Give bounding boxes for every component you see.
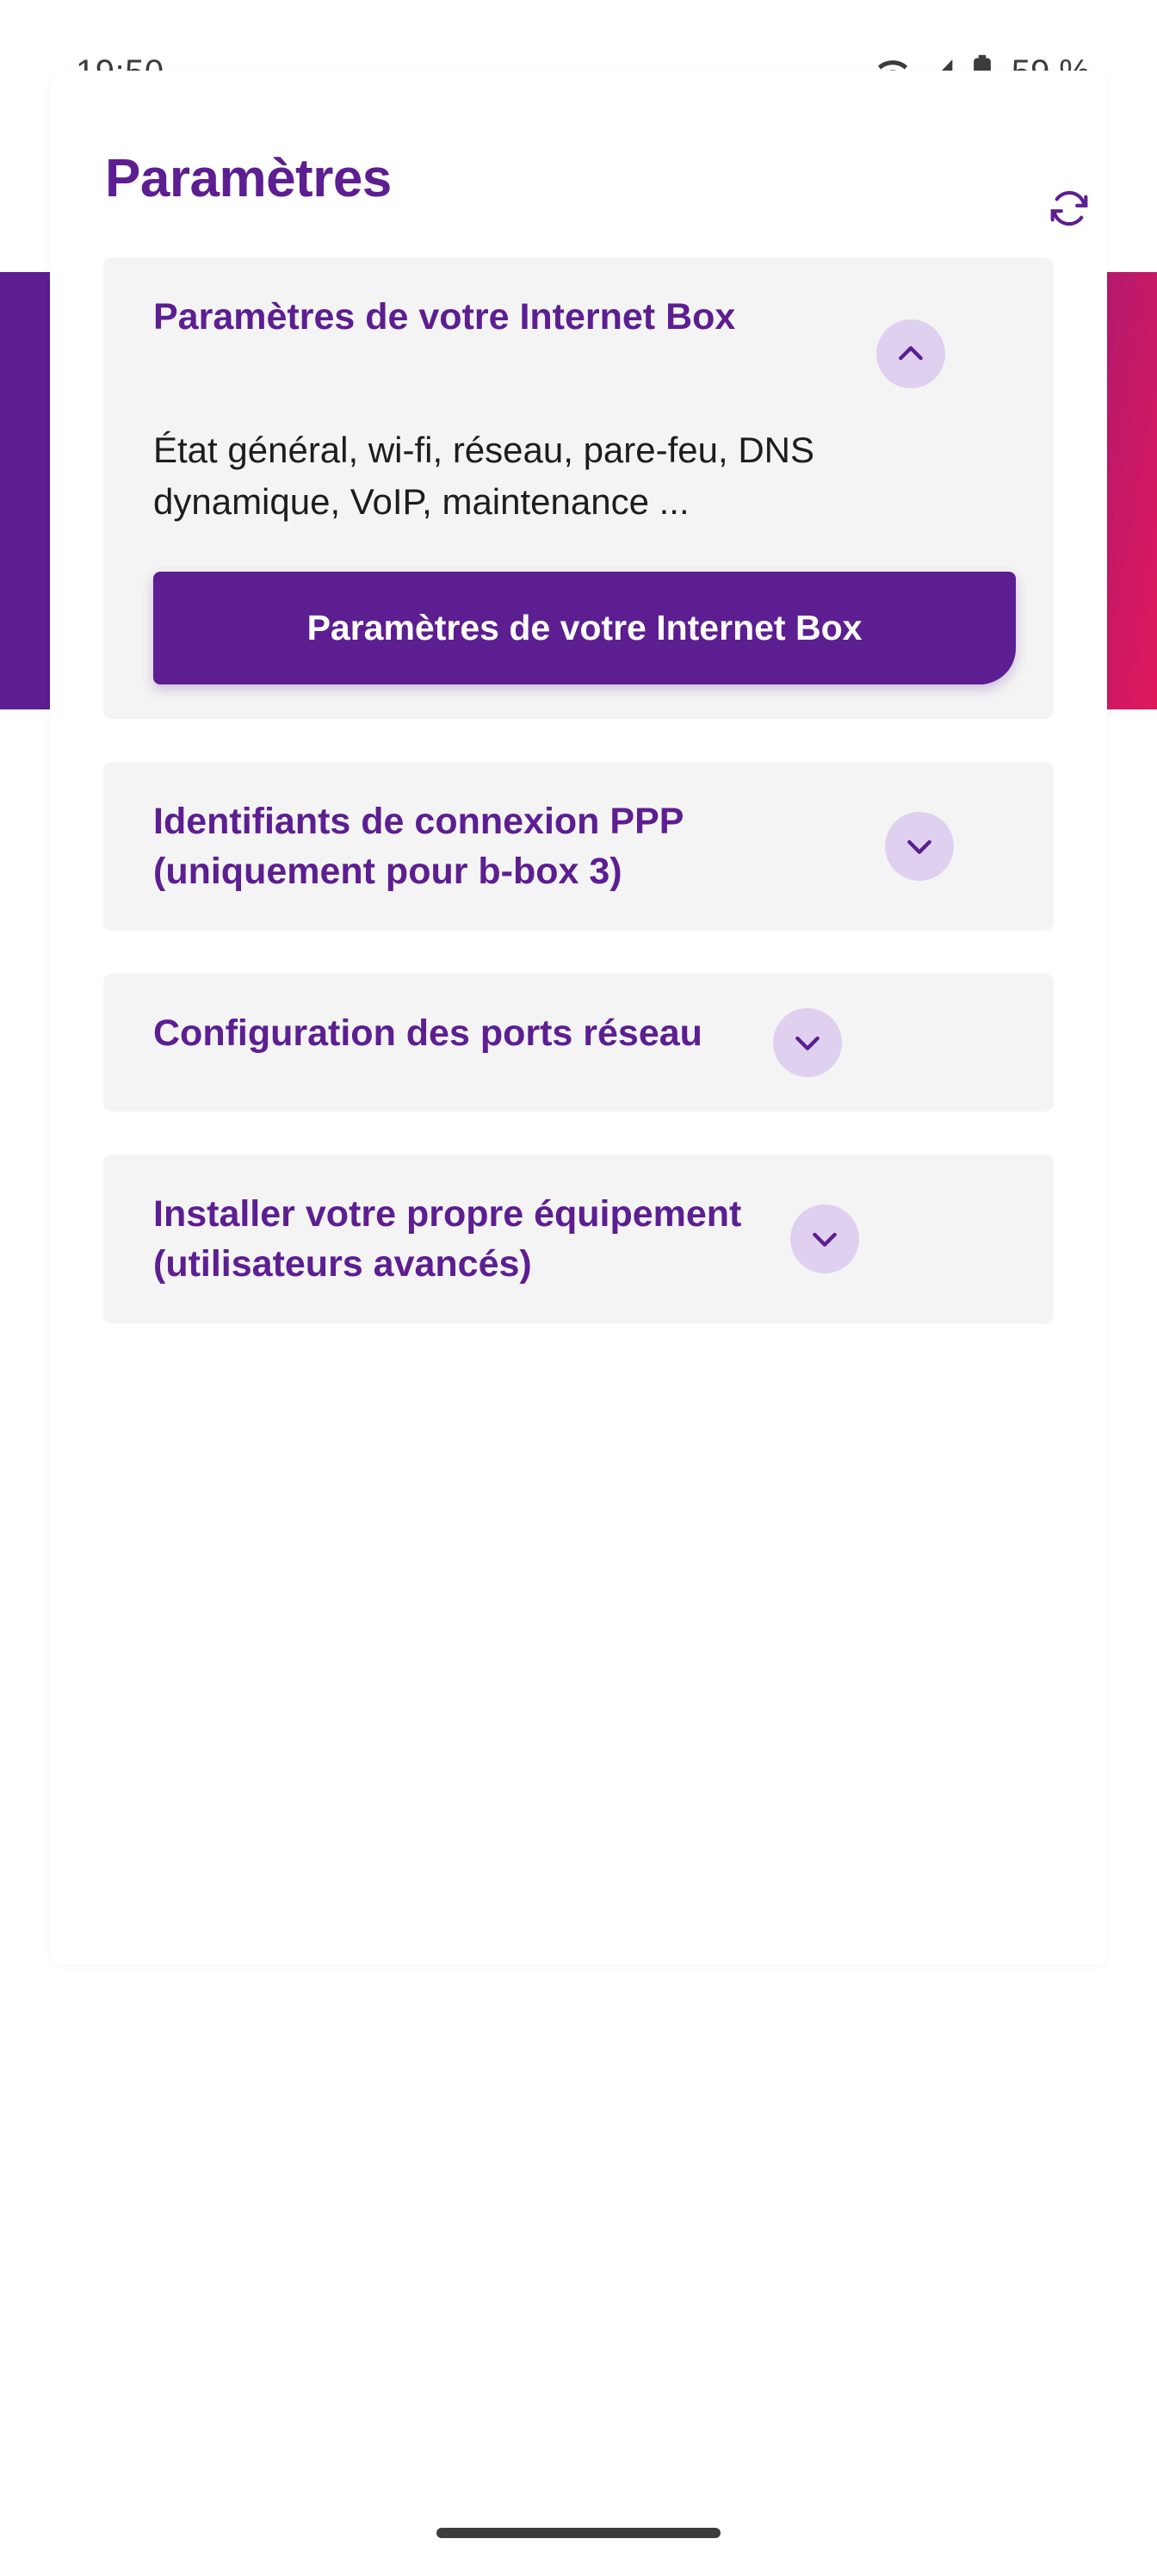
accordion-item-internet-box[interactable] [103, 257, 1054, 719]
accordion-header[interactable] [153, 292, 1016, 388]
chevron-down-icon[interactable] [885, 812, 954, 881]
accordion-item-ppp-credentials[interactable] [103, 762, 1054, 931]
refresh-icon[interactable] [1030, 169, 1109, 248]
internet-box-settings-button[interactable]: Paramètres de votre Internet Box [153, 572, 1016, 684]
accordion-body [153, 424, 1016, 684]
chevron-up-icon[interactable] [876, 319, 945, 388]
accordion-header[interactable] [153, 1189, 1016, 1289]
accordion-description: État général, wi-fi, réseau, pare-feu, DNS dynamique, VoIP, maintenance ... [153, 430, 815, 522]
accordion-header[interactable] [153, 796, 1016, 896]
chevron-down-icon[interactable] [773, 1008, 842, 1077]
accordion-list [50, 257, 1107, 1323]
accordion-title: Configuration des ports réseau [153, 1012, 702, 1055]
accordion-item-own-equipment[interactable] [103, 1155, 1054, 1323]
accordion-item-port-configuration[interactable] [103, 974, 1054, 1112]
accordion-header[interactable] [153, 1008, 1016, 1077]
gesture-bar[interactable] [436, 2528, 721, 2538]
accordion-title: Identifiants de connexion PPP (uniquement pour b-box 3) [153, 801, 684, 893]
settings-card [50, 71, 1107, 1965]
accordion-title: Installer votre propre équipement (utilisateurs avancés) [153, 1193, 742, 1285]
chevron-down-icon[interactable] [790, 1204, 859, 1273]
accordion-title: Paramètres de votre Internet Box [153, 296, 736, 337]
card-heading: Paramètres [105, 149, 392, 208]
